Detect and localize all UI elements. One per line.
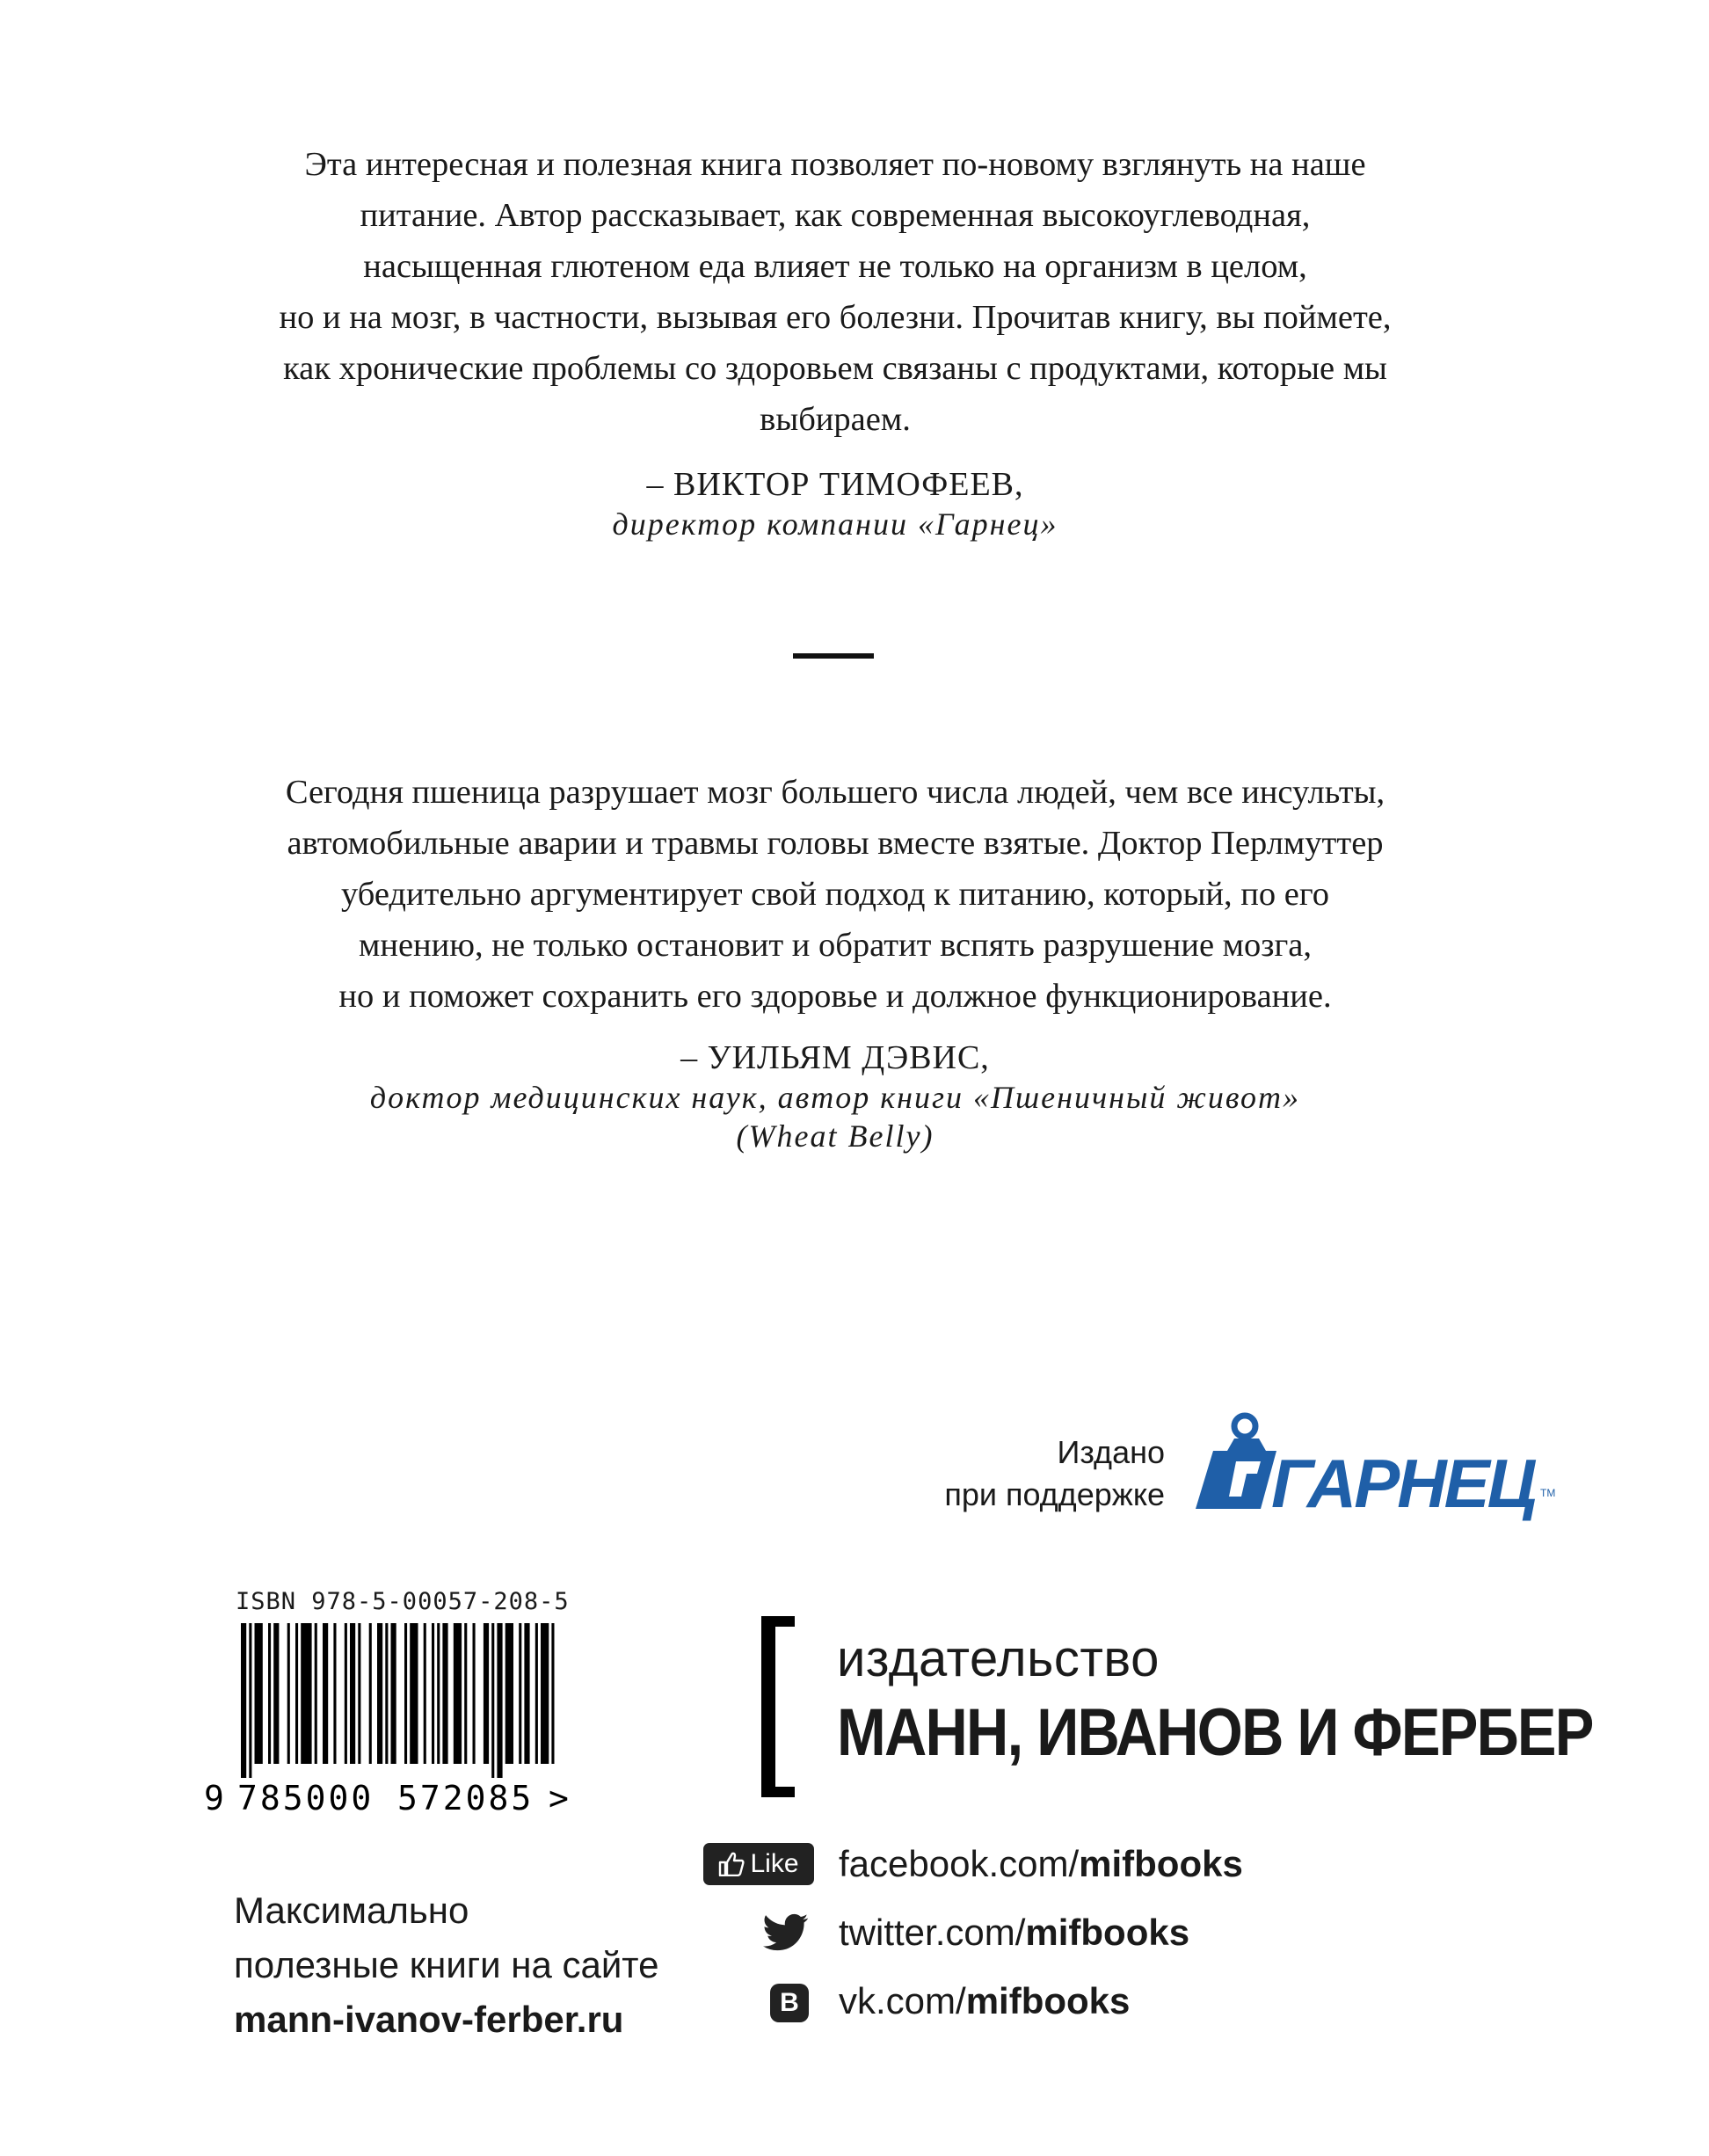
barcode-bar xyxy=(484,1623,489,1764)
twitter-link[interactable]: twitter.com/mifbooks xyxy=(839,1912,1190,1953)
section-divider xyxy=(793,653,874,659)
barcode-bar xyxy=(268,1623,271,1764)
quote-2-text xyxy=(176,767,1494,1022)
barcode-bar xyxy=(350,1623,355,1764)
barcode-bar xyxy=(454,1623,462,1764)
barcode-bar xyxy=(491,1623,494,1778)
barcode-end-mark: > xyxy=(549,1779,569,1817)
barcode-bar xyxy=(323,1623,328,1764)
garnets-logo xyxy=(1196,1412,1565,1523)
barcode-bar xyxy=(497,1623,502,1778)
quote-2-line: но и поможет сохранить его здоровье и должное функционирование. xyxy=(338,978,1332,1015)
barcode-bar xyxy=(385,1623,388,1764)
barcode-bar xyxy=(524,1623,529,1764)
barcode-bar xyxy=(287,1623,290,1764)
publisher-name: МАНН, ИВАНОВ И ФЕРБЕР xyxy=(837,1695,1593,1770)
publisher-label: издательство xyxy=(837,1630,1160,1687)
barcode xyxy=(204,1623,573,1818)
barcode-bar xyxy=(541,1623,549,1764)
quote-1-line: но и на мозг, в частности, вызывая его болезни. Прочитав книгу, вы поймете, xyxy=(279,299,1392,336)
barcode-bar xyxy=(432,1623,434,1764)
barcode-bar xyxy=(301,1623,311,1764)
quote-1-line: Эта интересная и полезная книга позволяет по-новому взглянуть на наше xyxy=(304,146,1366,183)
barcode-group-1: 785000 xyxy=(237,1779,375,1817)
sponsor-line-1: Издано xyxy=(1057,1434,1165,1470)
quote-2-role-book: (Wheat Belly) xyxy=(736,1118,934,1154)
quote-1-text xyxy=(176,139,1494,445)
barcode-bar xyxy=(391,1623,396,1764)
quote-2-line: Сегодня пшеница разрушает мозг большего числа людей, чем все инсульты, xyxy=(285,774,1385,811)
site-url-link[interactable]: mann-ivanov-ferber.ru xyxy=(234,1999,624,2040)
barcode-bar xyxy=(273,1623,279,1764)
barcode-bar xyxy=(410,1623,418,1764)
barcode-bar xyxy=(377,1623,382,1764)
barcode-bar xyxy=(404,1623,407,1764)
barcode-bar xyxy=(473,1623,476,1764)
barcode-bar xyxy=(345,1623,347,1764)
publisher-bracket-icon xyxy=(761,1616,807,1797)
like-label: Like xyxy=(750,1849,799,1878)
thumbs-up-icon xyxy=(718,1852,745,1876)
barcode-group-2: 572085 xyxy=(397,1779,535,1817)
barcode-bar xyxy=(241,1623,246,1778)
isbn-text: ISBN 978-5-00057-208-5 xyxy=(236,1588,570,1615)
quote-2-attribution xyxy=(176,1038,1494,1155)
barcode-bar xyxy=(249,1623,251,1778)
publisher-block xyxy=(761,1616,1605,1801)
site-promo-line-1: Максимально xyxy=(234,1890,469,1931)
facebook-link[interactable]: facebook.com/mifbooks xyxy=(839,1843,1243,1884)
barcode-bar xyxy=(315,1623,317,1764)
barcode-bar xyxy=(519,1623,521,1764)
vk-link[interactable]: vk.com/mifbooks xyxy=(839,1980,1131,2021)
barcode-bar xyxy=(424,1623,426,1764)
quote-1-line: насыщенная глютеном еда влияет не только на организм в целом, xyxy=(363,248,1307,285)
quote-2-author: – УИЛЬЯМ ДЭВИС, xyxy=(680,1039,990,1076)
site-promo xyxy=(234,1883,658,2047)
quote-2-line: убедительно аргументирует свой подход к питанию, который, по его xyxy=(341,876,1329,913)
barcode-bar xyxy=(551,1623,554,1764)
barcode-bar xyxy=(358,1623,360,1764)
barcode-block xyxy=(204,1588,573,1817)
quote-1-role: директор компании «Гарнец» xyxy=(612,506,1058,542)
barcode-bar xyxy=(535,1623,538,1764)
quote-1-line: как хронические проблемы со здоровьем связаны с продуктами, которые мы xyxy=(283,350,1387,387)
barcode-bar xyxy=(505,1623,513,1764)
vk-icon: B xyxy=(770,1984,809,2022)
barcode-bar xyxy=(255,1623,263,1764)
quote-1-attribution xyxy=(176,464,1494,543)
quote-1-line: питание. Автор рассказывает, как современная высокоуглеводная, xyxy=(360,197,1311,234)
barcode-bar xyxy=(464,1623,467,1764)
barcode-first-digit: 9 xyxy=(204,1779,224,1817)
barcode-bar xyxy=(295,1623,298,1764)
quote-2-role: доктор медицинских наук, автор книги «Пшеничный живот» xyxy=(369,1080,1301,1115)
quote-1-author: – ВИКТОР ТИМОФЕЕВ, xyxy=(646,466,1024,503)
quote-2-line: автомобильные аварии и травмы головы вместе взятые. Доктор Перлмуттер xyxy=(287,825,1384,862)
sponsor-line-2: при поддержке xyxy=(944,1476,1165,1512)
like-button[interactable] xyxy=(703,1843,814,1885)
barcode-bar xyxy=(437,1623,440,1764)
garnets-logo-wordmark: ГАРНЕЦ xyxy=(1271,1445,1535,1522)
sponsor-caption xyxy=(791,1431,1165,1516)
barcode-bar xyxy=(442,1623,447,1764)
quote-2-line: мнению, не только остановит и обратит вспять разрушение мозга, xyxy=(359,927,1312,964)
quote-1-line: выбираем. xyxy=(760,401,911,438)
barcode-bar xyxy=(333,1623,336,1764)
site-promo-line-2: полезные книги на сайте xyxy=(234,1944,659,1985)
garnets-logo-tm: TM xyxy=(1540,1487,1556,1499)
twitter-bird-icon xyxy=(763,1913,809,1952)
barcode-bar xyxy=(369,1623,372,1764)
